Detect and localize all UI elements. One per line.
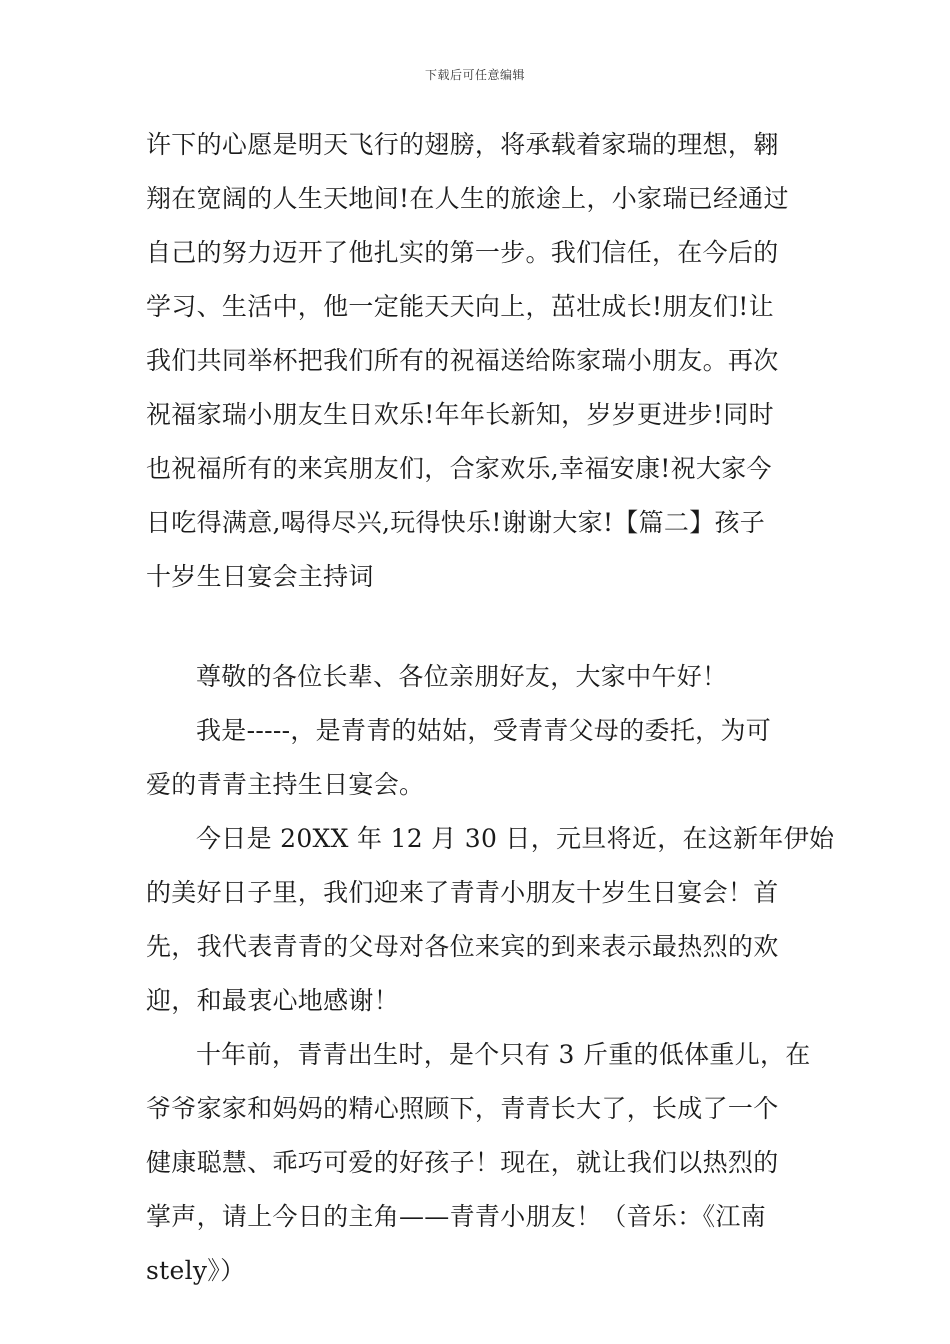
text-line: 自己的努力迈开了他扎实的第一步。我们信任，在今后的	[146, 238, 779, 267]
text-line: 迎，和最衷心地感谢！	[146, 986, 400, 1015]
paragraph-history	[146, 1036, 811, 1306]
text-line: 我是-----，是青青的姑姑，受青青父母的委托，为可	[196, 716, 772, 745]
text-line: 祝福家瑞小朋友生日欢乐!年年长新知，岁岁更进步!同时	[146, 400, 774, 429]
text-line: 今日是 20XX 年 12 月 30 日，元旦将近，在这新年伊始	[196, 824, 835, 853]
text-line: 十年前，青青出生时，是个只有 3 斤重的低体重儿，在	[196, 1040, 811, 1069]
text-line: 爷爷家家和妈妈的精心照顾下，青青长大了，长成了一个	[146, 1094, 779, 1123]
text-line: 掌声，请上今日的主角——青青小朋友！（音乐：《江南	[146, 1202, 767, 1231]
text-line: 翔在宽阔的人生天地间!在人生的旅途上，小家瑞已经通过	[146, 184, 789, 213]
text-line: 学习、生活中，他一定能天天向上，茁壮成长!朋友们!让	[146, 292, 774, 321]
paragraph-1	[146, 126, 808, 612]
text-line: 许下的心愿是明天飞行的翅膀，将承载着家瑞的理想，翱	[146, 130, 779, 159]
paragraph-greeting	[146, 658, 808, 712]
text-line: stely》）	[146, 1256, 246, 1285]
paragraph-spacer	[146, 612, 808, 658]
text-line: 日吃得满意,喝得尽兴,玩得快乐!谢谢大家!【篇二】孩子	[146, 508, 766, 537]
paragraph-date	[146, 820, 835, 1036]
text-line: 爱的青青主持生日宴会。	[146, 770, 425, 799]
text-line: 健康聪慧、乖巧可爱的好孩子！现在，就让我们以热烈的	[146, 1148, 779, 1177]
text-line: 十岁生日宴会主持词	[146, 562, 374, 591]
paragraph-intro	[146, 712, 808, 820]
text-line: 尊敬的各位长辈、各位亲朋好友，大家中午好！	[196, 662, 728, 691]
text-line: 的美好日子里，我们迎来了青青小朋友十岁生日宴会！首	[146, 878, 779, 907]
text-line: 也祝福所有的来宾朋友们，合家欢乐,幸福安康!祝大家今	[146, 454, 772, 483]
text-line: 我们共同举杯把我们所有的祝福送给陈家瑞小朋友。再次	[146, 346, 779, 375]
document-body	[146, 126, 835, 1306]
page-header: 下载后可任意编辑	[424, 68, 525, 82]
text-line: 先，我代表青青的父母对各位来宾的到来表示最热烈的欢	[146, 932, 779, 961]
